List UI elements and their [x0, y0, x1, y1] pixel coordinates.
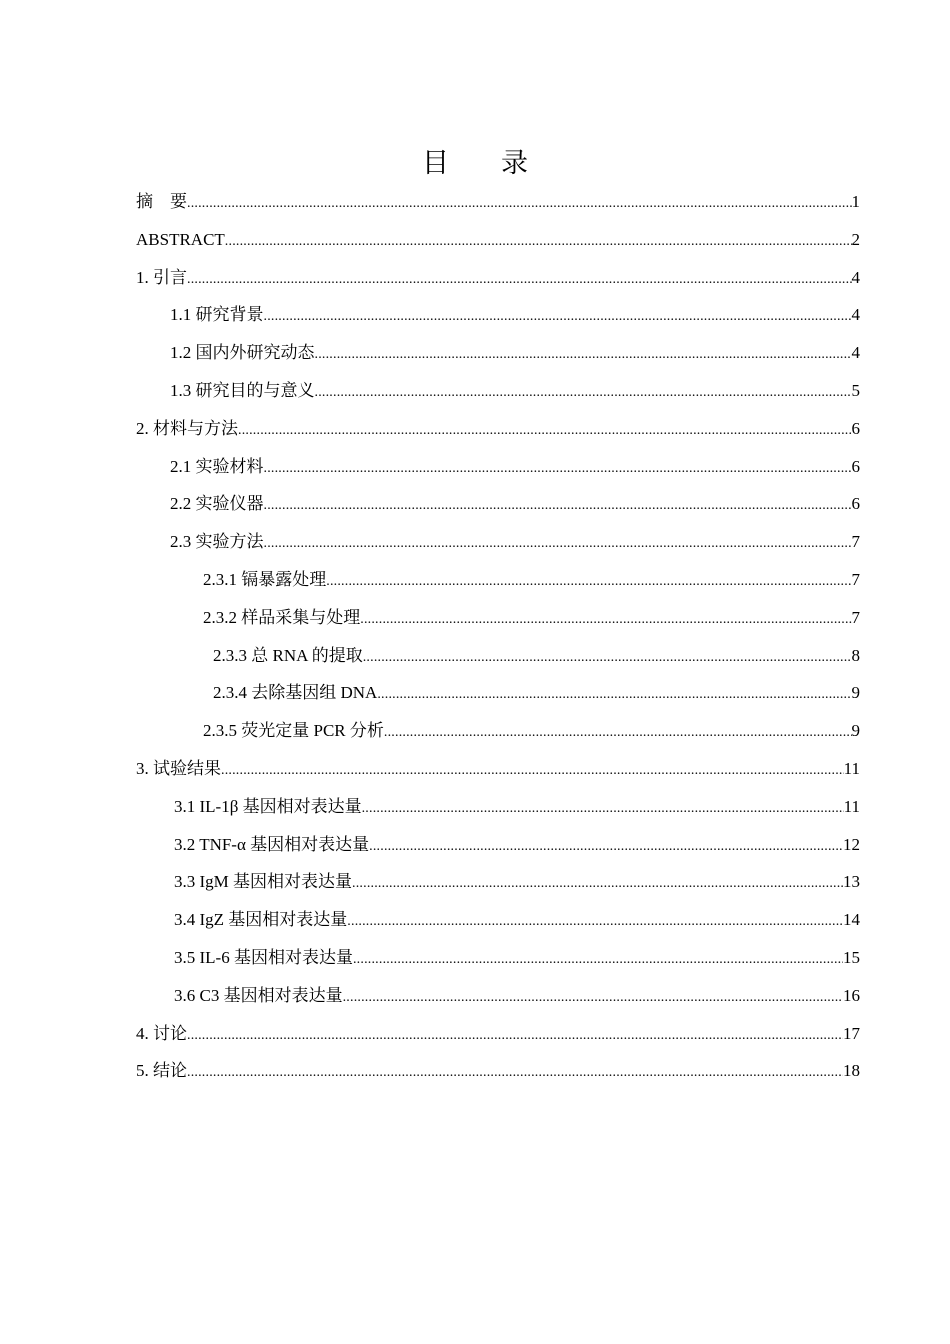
toc-entry-page: 7: [851, 532, 860, 552]
toc-entry-label: 1.1 研究背景: [170, 305, 264, 325]
toc-entry-2-3-3[interactable]: [136, 641, 860, 679]
toc-entry-abstract-en[interactable]: [136, 225, 860, 263]
toc-leader-dots: [264, 302, 852, 332]
toc-leader-dots: [377, 680, 851, 710]
toc-entry-label: 1.2 国内外研究动态: [170, 343, 315, 363]
toc-entry-label: 摘 要: [136, 192, 187, 211]
toc-entry-page: 4: [851, 343, 860, 363]
toc-entry-2-2[interactable]: [136, 489, 860, 527]
toc-entry-label: 2.2 实验仪器: [170, 494, 264, 514]
toc-leader-dots: [238, 416, 852, 446]
toc-entry-3-2[interactable]: [136, 830, 860, 868]
toc-entry-page: 6: [851, 494, 860, 514]
toc-entry-page: 14: [843, 910, 860, 930]
toc-entry-label: 1.3 研究目的与意义: [170, 380, 315, 400]
toc-entry-label: 3.4 IgZ 基因相对表达量: [174, 910, 348, 930]
toc-entry-5[interactable]: [136, 1056, 860, 1094]
toc-entry-2-3-4[interactable]: [136, 678, 860, 716]
toc-leader-dots: [362, 794, 844, 824]
toc-entry-1-1[interactable]: [136, 300, 860, 338]
toc-entry-label: 2.1 实验材料: [170, 456, 264, 476]
toc-entry-page: 4: [851, 267, 860, 287]
toc-leader-dots: [326, 567, 851, 597]
toc-entry-3-3[interactable]: [136, 867, 860, 905]
toc-leader-dots: [347, 907, 843, 937]
toc-entry-page: 2: [851, 229, 860, 249]
toc-leader-dots: [264, 454, 852, 484]
toc-entry-1-2[interactable]: [136, 338, 860, 376]
toc-entry-label: 3. 试验结果: [136, 758, 221, 778]
toc-entry-page: 11: [843, 758, 860, 778]
toc-leader-dots: [369, 832, 843, 862]
toc-entry-3-5[interactable]: [136, 943, 860, 981]
toc-entry-label: 2.3 实验方法: [170, 532, 264, 552]
toc-entry-label: 1. 引言: [136, 267, 187, 287]
toc-entry-page: 17: [843, 1023, 860, 1043]
toc-entry-3-4[interactable]: [136, 905, 860, 943]
toc-entry-2[interactable]: [136, 414, 860, 452]
toc-entry-page: 7: [851, 607, 860, 627]
toc-entry-page: 5: [851, 380, 860, 400]
toc-entry-label: 3.3 IgM 基因相对表达量: [174, 872, 353, 892]
toc-leader-dots: [264, 529, 852, 559]
toc-entry-label: 2. 材料与方法: [136, 418, 238, 438]
toc-leader-dots: [187, 1021, 843, 1051]
toc-entry-2-3-2[interactable]: [136, 603, 860, 641]
toc-leader-dots: [187, 189, 852, 219]
toc-entry-label: 5. 结论: [136, 1061, 187, 1081]
toc-leader-dots: [264, 491, 852, 521]
toc-entry-3-1[interactable]: [136, 792, 860, 830]
toc-entry-page: 6: [851, 418, 860, 438]
toc-entry-page: 12: [843, 834, 860, 854]
toc-leader-dots: [353, 945, 843, 975]
toc-entry-1-3[interactable]: [136, 376, 860, 414]
toc-entry-2-1[interactable]: [136, 452, 860, 490]
toc-entry-label: 3.6 C3 基因相对表达量: [174, 985, 343, 1005]
toc-entry-page: 13: [843, 872, 860, 892]
toc-entry-page: 1: [851, 192, 860, 211]
toc-entry-page: 18: [843, 1061, 860, 1081]
toc-entry-page: 15: [843, 947, 860, 967]
toc-entry-page: 6: [851, 456, 860, 476]
toc-entry-3-6[interactable]: [136, 981, 860, 1019]
table-of-contents: [136, 187, 860, 1094]
toc-leader-dots: [225, 227, 852, 257]
toc-entry-label: ABSTRACT: [136, 229, 225, 249]
toc-entry-label: 2.3.1 镉暴露处理: [203, 569, 327, 589]
toc-entry-label: 2.3.3 总 RNA 的提取: [213, 645, 363, 665]
toc-entry-2-3-5[interactable]: [136, 716, 860, 754]
toc-entry-3[interactable]: [136, 754, 860, 792]
toc-leader-dots: [343, 983, 843, 1013]
toc-entry-label: 2.3.4 去除基因组 DNA: [213, 683, 378, 703]
toc-leader-dots: [352, 869, 843, 899]
toc-entry-label: 2.3.2 样品采集与处理: [203, 607, 361, 627]
page-title: 目录: [422, 148, 580, 179]
toc-entry-label: 2.3.5 荧光定量 PCR 分析: [203, 721, 384, 741]
toc-entry-label: 3.1 IL-1β 基因相对表达量: [174, 796, 362, 816]
toc-entry-label: 4. 讨论: [136, 1023, 187, 1043]
toc-leader-dots: [315, 378, 852, 408]
toc-entry-page: 4: [851, 305, 860, 325]
toc-leader-dots: [384, 718, 852, 748]
toc-entry-page: 7: [851, 569, 860, 589]
toc-entry-4[interactable]: [136, 1019, 860, 1057]
toc-entry-label: 3.2 TNF-α 基因相对表达量: [174, 834, 370, 854]
toc-entry-page: 9: [851, 721, 860, 741]
toc-entry-2-3-1[interactable]: [136, 565, 860, 603]
toc-leader-dots: [363, 643, 852, 673]
toc-entry-page: 8: [851, 645, 860, 665]
toc-entry-page: 9: [851, 683, 860, 703]
toc-entry-2-3[interactable]: [136, 527, 860, 565]
toc-leader-dots: [221, 756, 844, 786]
toc-entry-page: 11: [843, 796, 860, 816]
toc-entry-1[interactable]: [136, 263, 860, 301]
toc-entry-abstract-cn[interactable]: [136, 187, 860, 225]
toc-leader-dots: [187, 1058, 843, 1088]
toc-leader-dots: [360, 605, 851, 635]
toc-leader-dots: [187, 265, 852, 295]
toc-entry-label: 3.5 IL-6 基因相对表达量: [174, 947, 353, 967]
toc-leader-dots: [315, 340, 852, 370]
toc-entry-page: 16: [843, 985, 860, 1005]
